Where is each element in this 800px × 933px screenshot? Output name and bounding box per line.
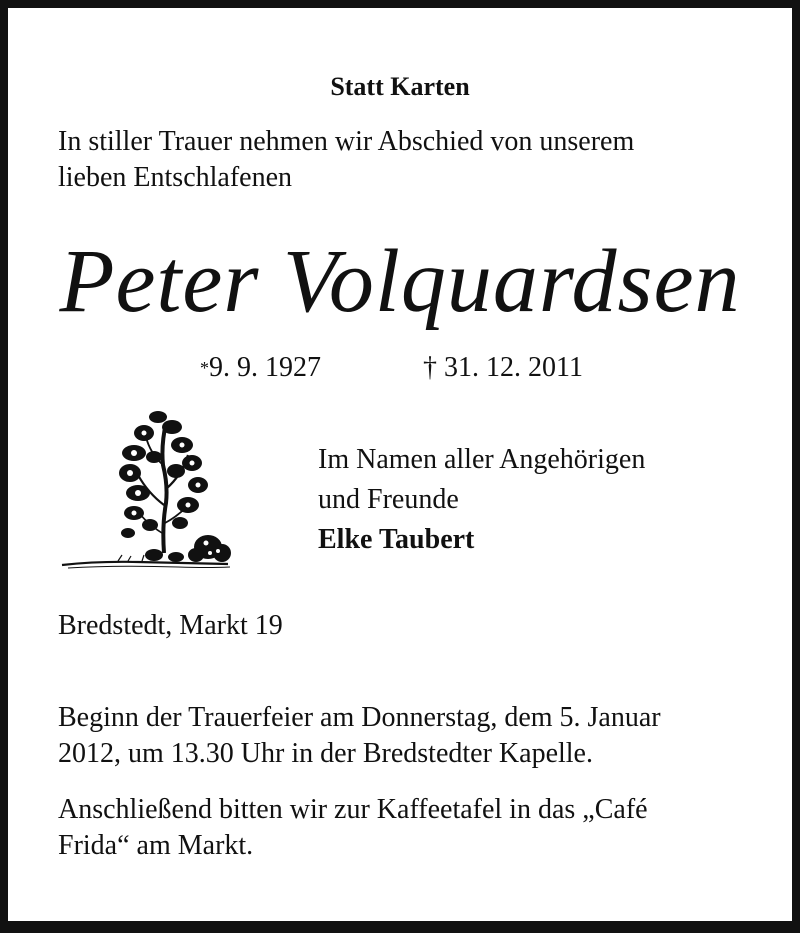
intro-text (58, 124, 758, 196)
intro-line: In stiller Trauer nehmen wir Abschied von unserem (58, 126, 635, 157)
relatives-line: und Freunde (318, 484, 459, 515)
deceased-name: Peter Volquardsen (59, 232, 741, 331)
intro-line: lieben Entschlafenen (58, 162, 293, 193)
birth-mark: * (200, 358, 209, 378)
reception-line: Anschließend bitten wir zur Kaffeetafel in das „Café (58, 794, 648, 825)
address: Bredstedt, Markt 19 (58, 610, 283, 641)
relatives-line: Im Namen aller Angehörigen (318, 444, 646, 475)
relatives-block (318, 440, 758, 560)
death-date: † 31. 12. 2011 (423, 352, 583, 383)
ceremony-info (58, 700, 748, 772)
birth-date (200, 350, 321, 386)
ceremony-line: 2012, um 13.30 Uhr in der Bredstedter Kapelle. (58, 738, 593, 769)
signer-name: Elke Taubert (318, 524, 475, 555)
ceremony-line: Beginn der Trauerfeier am Donnerstag, dem 5. Januar (58, 702, 661, 733)
reception-info (58, 792, 748, 864)
notice-heading: Statt Karten (330, 72, 470, 101)
tree-icon (58, 405, 234, 575)
reception-line: Frida“ am Markt. (58, 830, 254, 861)
birth-date-value: 9. 9. 1927 (209, 352, 321, 383)
